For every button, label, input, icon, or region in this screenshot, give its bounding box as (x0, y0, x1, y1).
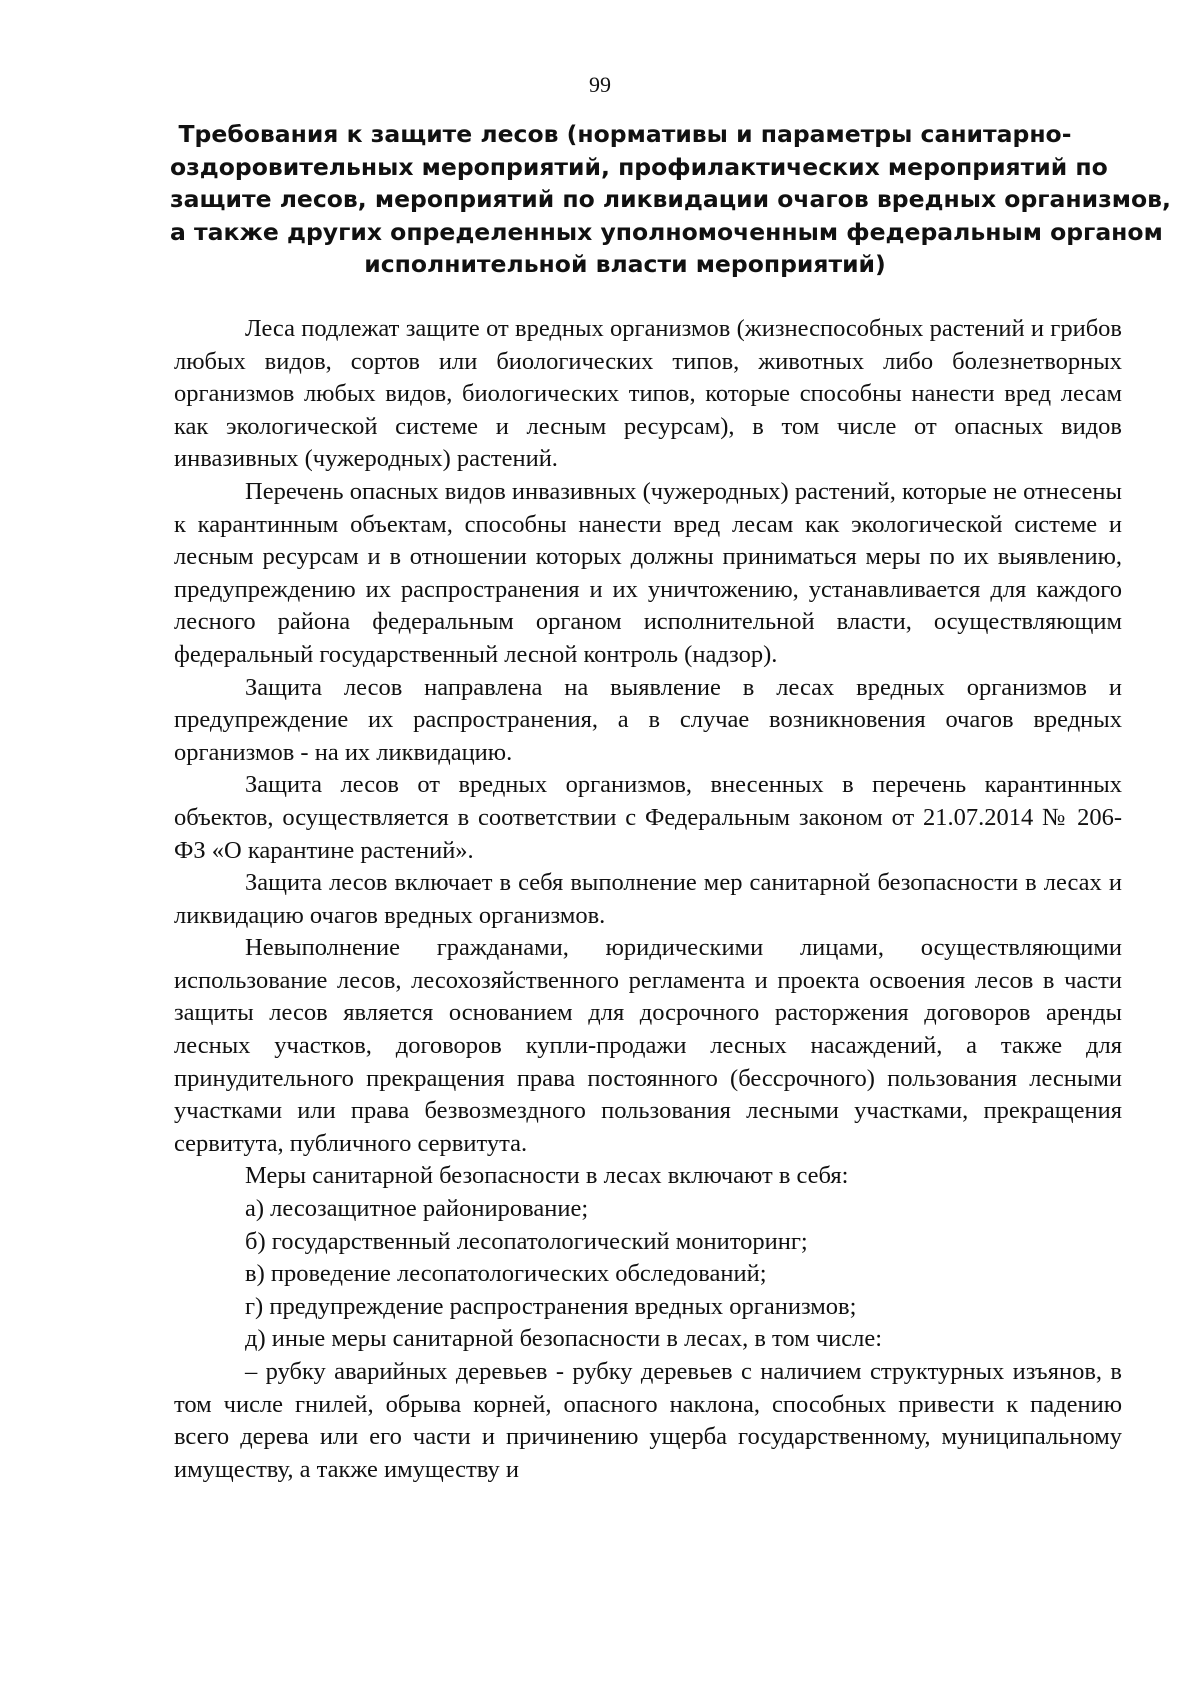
paragraph: Защита лесов направлена на выявление в лесах вредных организмов и предупреждение их распространения, а в случае возникновения очагов вредных организмов - на их ликвидацию. (174, 673, 1122, 766)
paragraph: Меры санитарной безопасности в лесах включают в себя: (245, 1162, 849, 1190)
list-item: а) лесозащитное районирование; (245, 1195, 589, 1223)
heading-line: защите лесов, мероприятий по ликвидации очагов вредных организмов, (170, 185, 1171, 213)
heading-line: исполнительной власти мероприятий) (364, 250, 886, 278)
paragraph: Невыполнение гражданами, юридическими лицами, осуществляющими использование лесов, лесохозяйственного регламента и проекта освоения лесов в части защиты лесов является основанием для досрочного расторжения договоров аренды лесных участков, договоров купли-продажи лесных насаждений, а также для принудительного прекращения права постоянного (бессрочного) пользования лесными участками или права безвозмездного пользования лесными участками, прекращения сервитута, публичного сервитута. (174, 934, 1122, 1157)
paragraph: Защита лесов от вредных организмов, внесенных в перечень карантинных объектов, осуществляется в соответствии с Федеральным законом от 21.07.2014 № 206-ФЗ «О карантине растений». (174, 771, 1122, 864)
paragraph: Леса подлежат защите от вредных организмов (жизнеспособных растений и грибов любых видов, сортов или биологических типов, животных либо болезнетворных организмов любых видов, биологических типов, которые способны нанести вред лесам как экологической системе и лесным ресурсам), в том числе от опасных видов инвазивных (чужеродных) растений. (174, 315, 1122, 473)
heading-line: оздоровительных мероприятий, профилактических мероприятий по (170, 152, 1108, 181)
heading-line: а также других определенных уполномоченным федеральным органом (170, 217, 1163, 246)
section-heading (170, 118, 1171, 281)
list-item: г) предупреждение распространения вредных организмов; (245, 1292, 857, 1320)
list-item: б) государственный лесопатологический мониторинг; (245, 1227, 808, 1255)
heading-line: Требования к защите лесов (нормативы и параметры санитарно- (178, 120, 1072, 148)
paragraph: Защита лесов включает в себя выполнение мер санитарной безопасности в лесах и ликвидацию очагов вредных организмов. (174, 869, 1122, 929)
page-number: 99 (589, 72, 611, 97)
list-item: д) иные меры санитарной безопасности в лесах, в том числе: (245, 1325, 883, 1353)
list-item: в) проведение лесопатологических обследований; (245, 1260, 767, 1288)
document-body (174, 313, 1122, 1486)
paragraph: – рубку аварийных деревьев - рубку деревьев с наличием структурных изъянов, в том числе гнилей, обрыва корней, опасного наклона, способных привести к падению всего дерева или его части и причинению ущерба государственному, муниципальному имуществу, а также имуществу и (174, 1358, 1122, 1483)
paragraph: Перечень опасных видов инвазивных (чужеродных) растений, которые не отнесены к карантинным объектам, способны нанести вред лесам как экологической системе и лесным ресурсам и в отношении которых должны приниматься меры по их выявлению, предупреждению их распространения и их уничтожению, устанавливается для каждого лесного района федеральным органом исполнительной власти, осуществляющим федеральный государственный лесной контроль (надзор). (174, 477, 1122, 668)
